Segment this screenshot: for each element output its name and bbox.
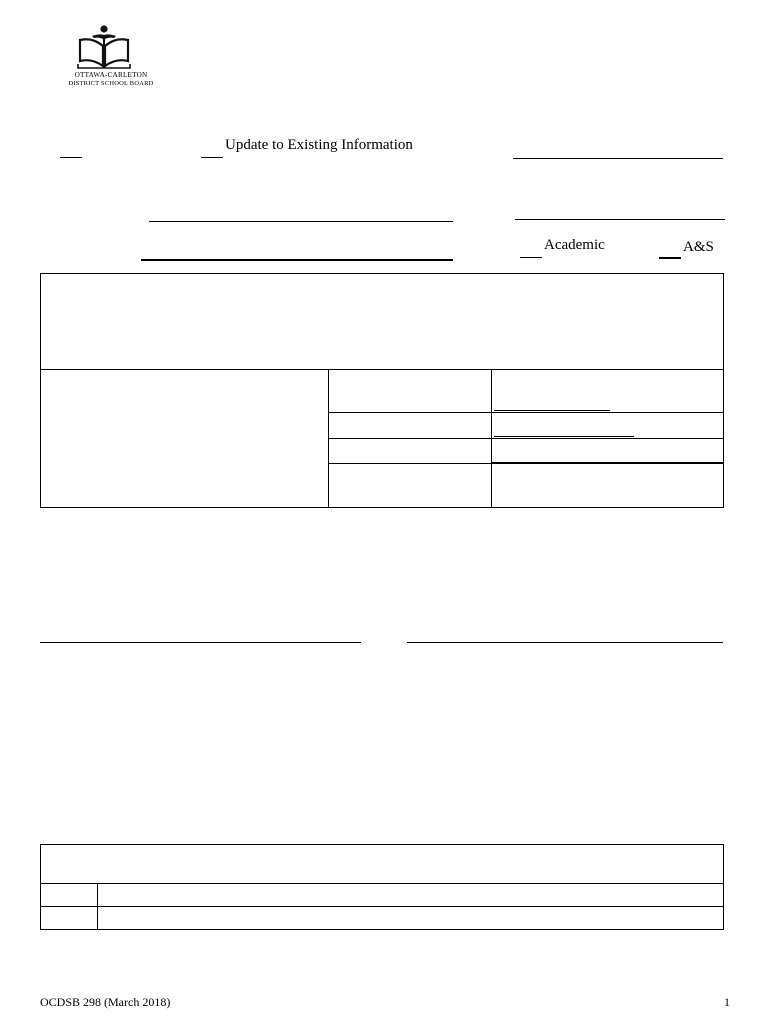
main-info-table <box>40 273 724 508</box>
update-option-label: Update to Existing Information <box>225 137 413 153</box>
logo-name-line1: OTTAWA-CARLETON <box>74 71 148 79</box>
bottom-table-header-divider <box>41 883 723 884</box>
table-field-underline-2[interactable] <box>494 436 634 437</box>
as-blank[interactable] <box>659 257 681 259</box>
bottom-table-row-divider <box>41 906 723 907</box>
field-line-2[interactable] <box>141 259 453 261</box>
book-figure-icon <box>70 22 150 72</box>
table-field-underline-3[interactable] <box>492 462 723 464</box>
new-entry-blank[interactable] <box>60 157 82 158</box>
table-field-underline-1[interactable] <box>494 410 610 411</box>
academic-label: Academic <box>544 237 605 253</box>
update-blank[interactable] <box>201 157 223 158</box>
form-code: OCDSB 298 (March 2018) <box>40 995 171 1009</box>
table-row-divider-1 <box>328 412 723 413</box>
table-row-divider-2 <box>328 438 723 439</box>
table-section-divider <box>41 369 723 370</box>
as-label: A&S <box>683 239 714 255</box>
field-line-1[interactable] <box>149 221 453 222</box>
bottom-table <box>40 844 724 930</box>
signature-line-left[interactable] <box>40 642 361 643</box>
bottom-table-col-divider <box>97 883 98 929</box>
page-number: 1 <box>724 995 730 1009</box>
board-logo <box>68 22 154 90</box>
academic-blank[interactable] <box>520 257 542 258</box>
signature-line-right[interactable] <box>407 642 723 643</box>
top-right-field-line[interactable] <box>513 158 723 159</box>
logo-name-line2: DISTRICT SCHOOL BOARD <box>68 80 154 87</box>
field-line-right-1[interactable] <box>515 219 725 220</box>
